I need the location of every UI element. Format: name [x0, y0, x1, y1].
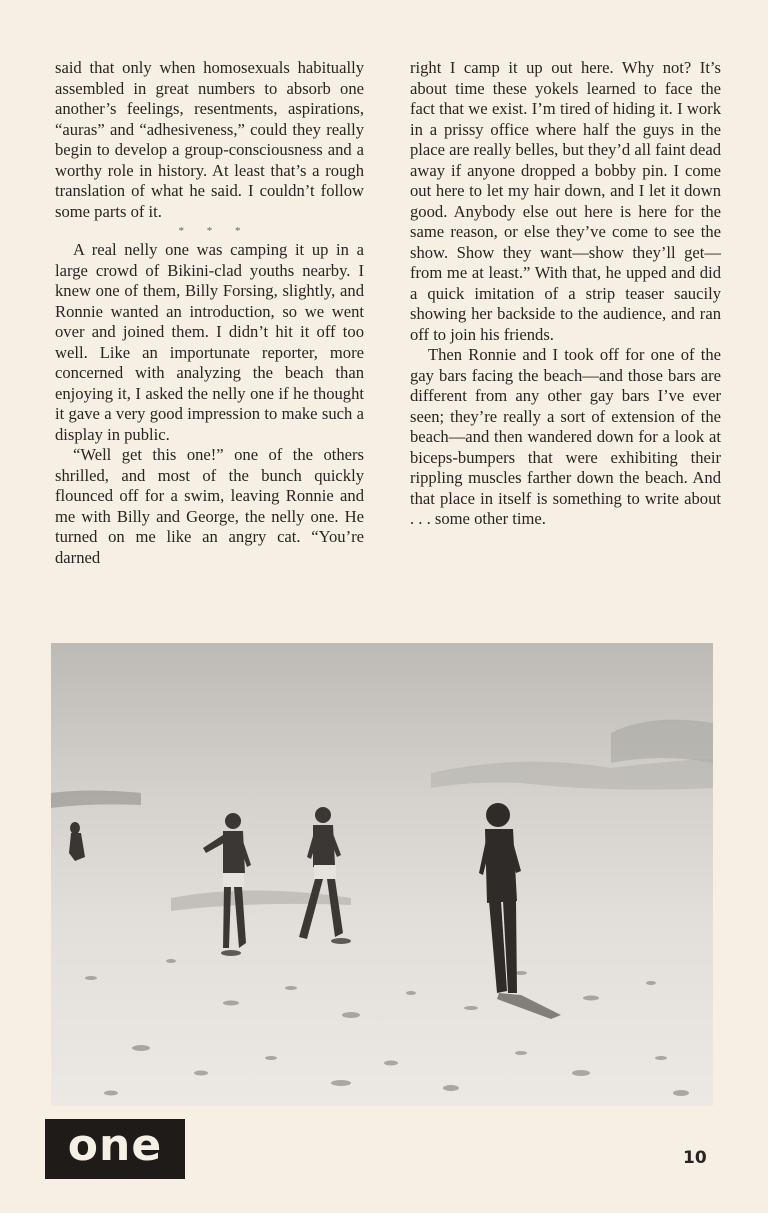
paragraph-5: Then Ronnie and I took off for one of the gay bars facing the beach—and those bars are different from any other gay bars I’ve ever seen; they’re really a sort of extension of the beach—and then wandered down for a look at biceps-bumpers that were exhibiting their rippling muscles farther down the beach. And that place in itself is something to write about . . . some other time.: [410, 345, 721, 528]
page-number: 10: [683, 1148, 707, 1168]
right-column: [410, 58, 721, 530]
magazine-logo: [45, 1119, 185, 1179]
logo-text: one: [67, 1120, 163, 1171]
beach-photo: [51, 643, 713, 1106]
left-column: [55, 58, 364, 568]
paragraph-3: “Well get this one!” one of the others shrilled, and most of the bunch quickly flounced off for a swim, leaving Ronnie and me with Billy and George, the nelly one. He turned on me like an angry cat. “You’re darned: [55, 445, 364, 567]
paragraph-4: right I camp it up out here. Why not? It’s about time these yokels learned to face the fact that we exist. I’m tired of hiding it. I work in a prissy office where half the guys in the place are really belles, but they’d all faint dead away if anyone dropped a bobby pin. I come out here to let my hair down, and I let it down good. Anybody else out here is here for the same reason, or else they’ve come to see the show. Show they want—show they’ll get—from me at least.” With that, he upped and did a quick imitation of a strip teaser saucily showing her backside to the audience, and ran off to join his friends.: [410, 58, 721, 344]
beach-photo-illustration: [51, 643, 713, 1106]
paragraph-2: A real nelly one was camping it up in a large crowd of Bikini-clad youths nearby. I knew one of them, Billy Forsing, slightly, and Ronnie wanted an introduction, so we went over and joined them. I didn’t hit it off too well. Like an importunate reporter, more concerned with analyzing the beach than enjoying it, I asked the nelly one if he thought it gave a very good impression to make such a display in public.: [55, 240, 364, 444]
section-separator: * * *: [178, 225, 251, 237]
paragraph-1: said that only when homosexuals habitually assembled in great numbers to absorb one another’s feelings, resentments, aspirations, “auras” and “adhesiveness,” could they really begin to develop a group-consciousness and a worthy role in history. At least that’s a rough translation of what he said. I couldn’t follow some parts of it.: [55, 58, 364, 221]
